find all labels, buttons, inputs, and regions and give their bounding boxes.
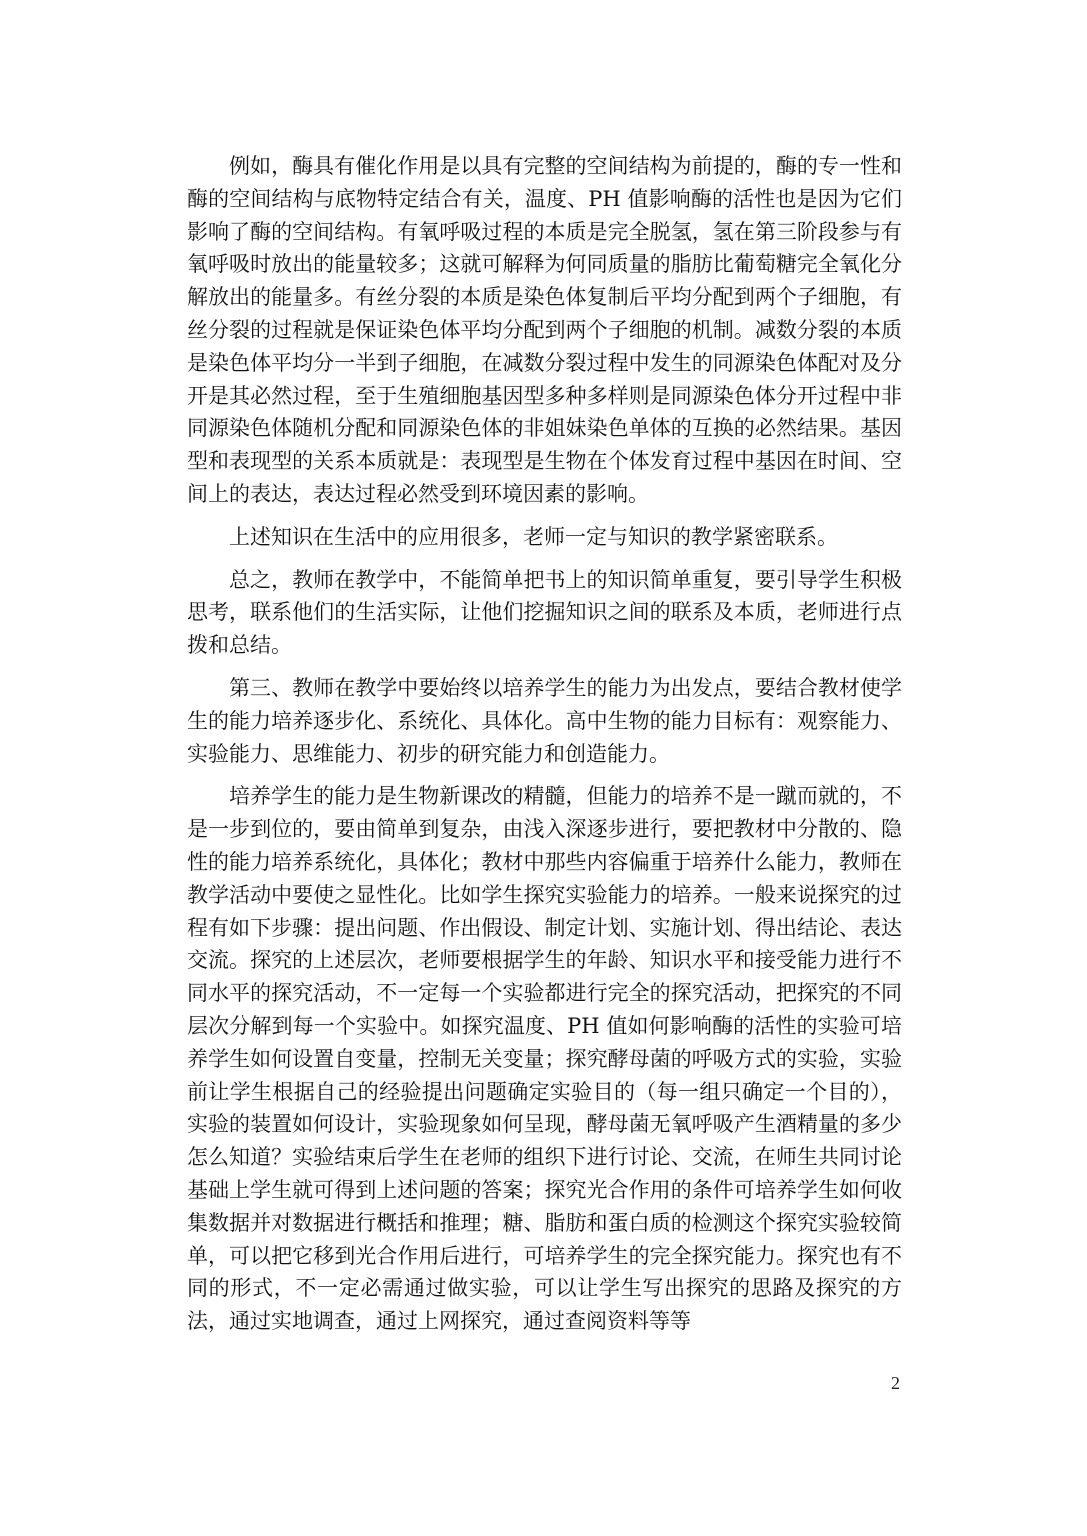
- paragraph-third-point: 第三、教师在教学中要始终以培养学生的能力为出发点，要结合教材使学生的能力培养逐步化、系统化、具体化。高中生物的能力目标有：观察能力、实验能力、思维能力、初步的研究能力和创造能力。: [187, 675, 902, 766]
- paragraph-summary: 总之，教师在教学中，不能简单把书上的知识简单重复，要引导学生积极思考，联系他们的生活实际，让他们挖掘知识之间的联系及本质，老师进行点拨和总结。: [187, 567, 902, 658]
- paragraph-life-application: 上述知识在生活中的应用很多，老师一定与知识的教学紧密联系。: [229, 524, 838, 549]
- paragraph-ability-training: 培养学生的能力是生物新课改的精髓，但能力的培养不是一蹴而就的，不是一步到位的，要由简单到复杂，由浅入深逐步进行，要把教材中分散的、隐性的能力培养系统化，具体化；教材中那些内容偏重于培养什么能力，教师在教学活动中要使之显性化。比如学生探究实验能力的培养。一般来说探究的过程有如下步骤：提出问题、作出假设、制定计划、实施计划、得出结论、表达交流。探究的上述层次，老师要根据学生的年龄、知识水平和接受能力进行不同水平的探究活动，不一定每一个实验都进行完全的探究活动，把探究的不同层次分解到每一个实验中。如探究温度、PH 值如何影响酶的活性的实验可培养学生如何设置自变量，控制无关变量；探究酵母菌的呼吸方式的实验，实验前让学生根据自己的经验提出问题确定实验目的（每一组只确定一个目的），实验的装置如何设计，实验现象如何呈现，酵母菌无氧呼吸产生酒精量的多少怎么知道？实验结束后学生在老师的组织下进行讨论、交流，在师生共同讨论基础上学生就可得到上述问题的答案；探究光合作用的条件可培养学生如何收集数据并对数据进行概括和推理；糖、脂肪和蛋白质的检测这个探究实验较简单，可以把它移到光合作用后进行，可培养学生的完全探究能力。探究也有不同的形式，不一定必需通过做实验，可以让学生写出探究的思路及探究的方法，通过实地调查，通过上网探究，通过查阅资料等等: [187, 784, 902, 1334]
- document-body: [187, 150, 902, 1348]
- page-number: 2: [891, 1373, 900, 1393]
- paragraph-enzyme-essence: 例如，酶具有催化作用是以具有完整的空间结构为前提的，酶的专一性和酶的空间结构与底物特定结合有关，温度、PH 值影响酶的活性也是因为它们影响了酶的空间结构。有氧呼吸过程的本质是完全脱氢，氢在第三阶段参与有氧呼吸时放出的能量较多；这就可解释为何同质量的脂肪比葡萄糖完全氧化分解放出的能量多。有丝分裂的本质是染色体复制后平均分配到两个子细胞，有丝分裂的过程就是保证染色体平均分配到两个子细胞的机制。减数分裂的本质是染色体平均分一半到子细胞，在减数分裂过程中发生的同源染色体配对及分开是其必然过程，至于生殖细胞基因型多种多样则是同源染色体分开过程中非同源染色体随机分配和同源染色体的非姐妹染色单体的互换的必然结果。基因型和表现型的关系本质就是：表现型是生物在个体发育过程中基因在时间、空间上的表达，表达过程必然受到环境因素的影响。: [187, 154, 902, 506]
